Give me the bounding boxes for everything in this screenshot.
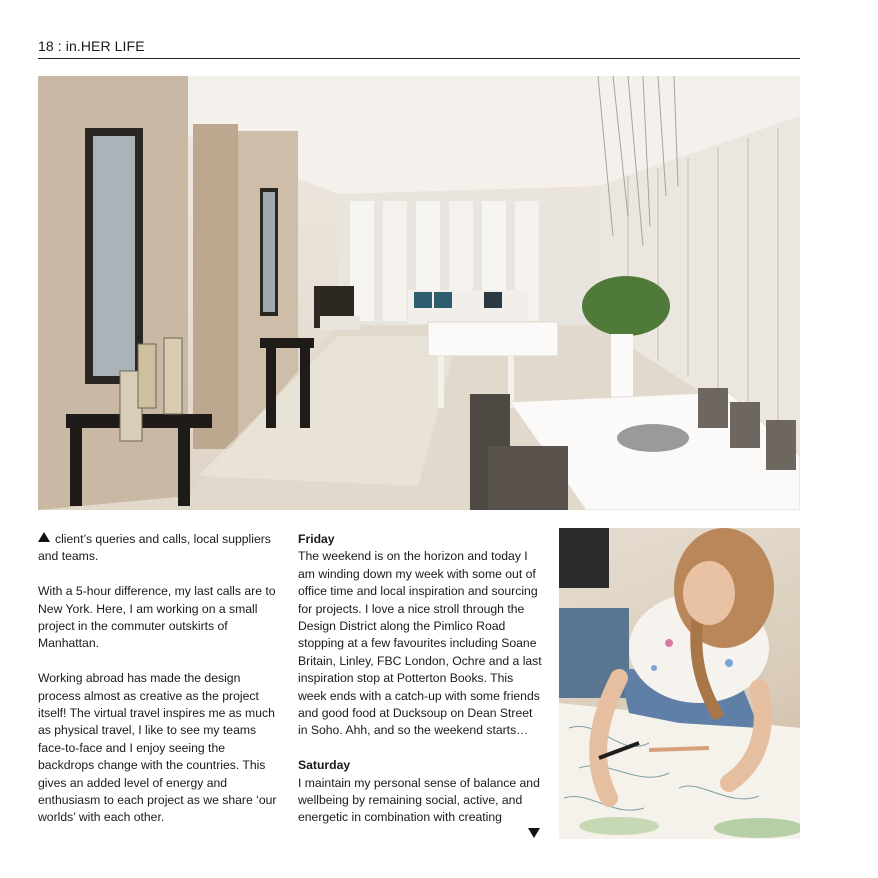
paragraph: With a 5-hour difference, my last calls are to New York. Here, I am working on a small project in the commuter outskirts of Manhattan. bbox=[38, 584, 276, 651]
saturday-heading: Saturday bbox=[298, 758, 351, 773]
up-triangle-icon bbox=[38, 532, 50, 542]
interior-photo bbox=[38, 76, 800, 510]
paragraph: Working abroad has made the design process almost as creative as the project itself! The virtual travel inspires me as much as physical travel, I like to see my teams face-to-face and I enjoy seeing the backdrops change with the countries. This gives an added level of energy and enthusiasm to each project as we share ‘our worlds’ with each other. bbox=[38, 671, 277, 825]
friday-text: The weekend is on the horizon and today I am winding down my week with some out of office time and local inspiration and sourcing for projects. I love a nice stroll through the Design District along the Pimlico Road stopping at a few favourites including Soane Britain, Linley, FBC London, Ochre and a last inspiration stop at Potterton Books. This week ends with a catch-up with some friends and good food at Ducksoup on Dean Street in Soho. Ahh, and so the weekend starts… bbox=[298, 549, 542, 738]
saturday-section bbox=[298, 757, 544, 827]
text-column-1 bbox=[38, 531, 278, 844]
saturday-text: I maintain my personal sense of balance and wellbeing by remaining social, active, and energetic in combination with creating bbox=[298, 775, 540, 825]
interior-illustration bbox=[38, 76, 800, 510]
portrait-photo bbox=[559, 528, 800, 839]
friday-heading: Friday bbox=[298, 532, 335, 546]
text-column-2 bbox=[298, 531, 544, 844]
portrait-illustration bbox=[559, 528, 800, 839]
folio: 18 : in.HER LIFE bbox=[38, 38, 145, 54]
page-header bbox=[38, 36, 800, 59]
paragraph: client’s queries and calls, local suppliers and teams. bbox=[38, 532, 271, 564]
down-triangle-icon bbox=[528, 828, 540, 838]
friday-section bbox=[298, 531, 544, 740]
